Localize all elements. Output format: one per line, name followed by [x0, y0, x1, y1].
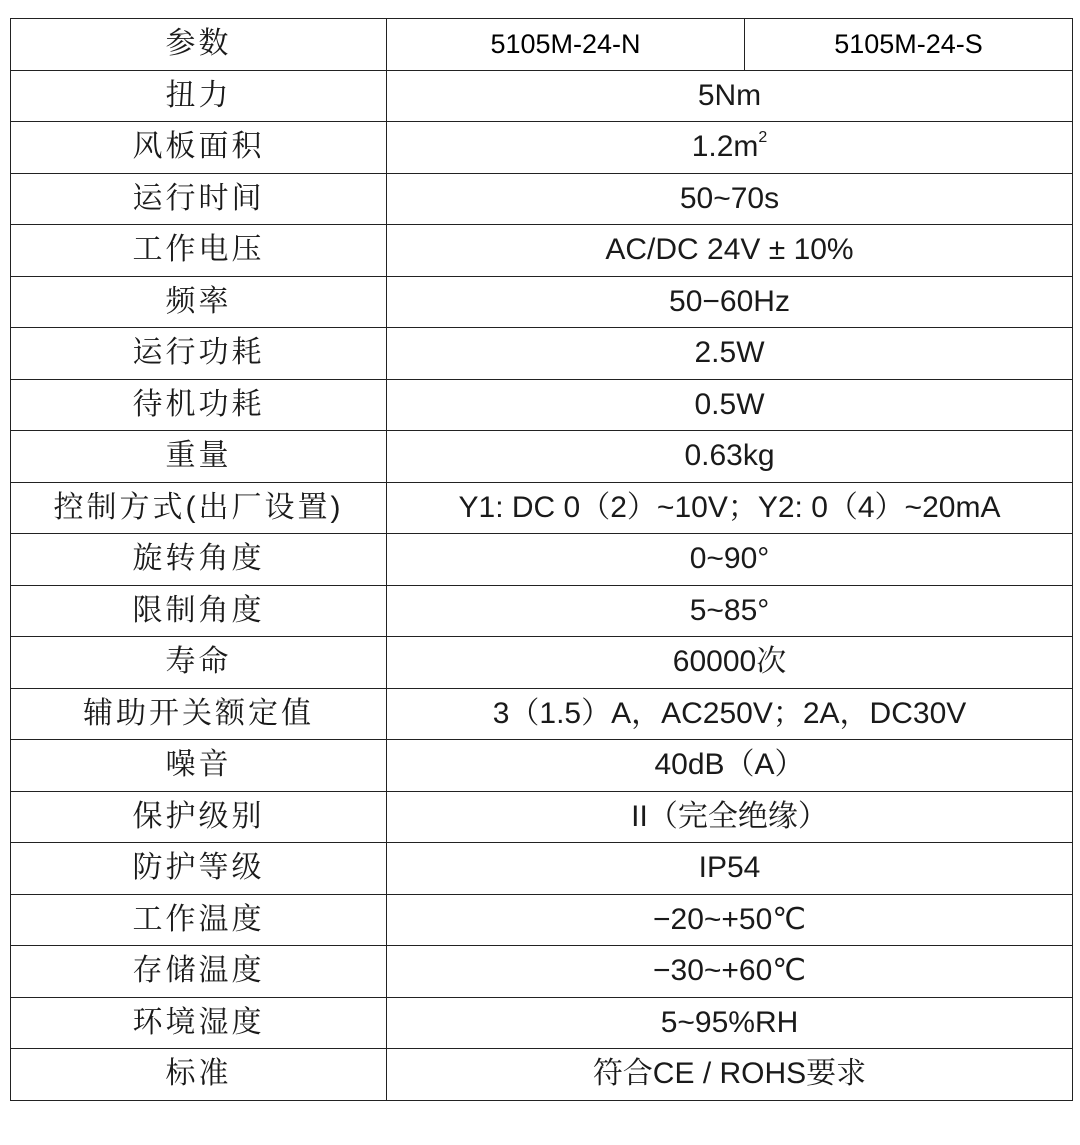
table-row — [11, 791, 1073, 843]
value-cell — [387, 740, 1073, 792]
param-cell: 寿命 — [11, 637, 387, 689]
param-cell: 标准 — [11, 1049, 387, 1101]
value-text: 40dB（A） — [654, 748, 805, 782]
value-cell — [387, 791, 1073, 843]
value-cell — [387, 688, 1073, 740]
param-cell: 运行功耗 — [11, 328, 387, 380]
value-text: 5Nm — [697, 78, 762, 112]
table-row — [11, 534, 1073, 586]
model-n-header-cell: 5105M-24-N — [387, 19, 745, 71]
table-row — [11, 379, 1073, 431]
value-cell — [387, 585, 1073, 637]
value-cell — [387, 431, 1073, 483]
value-cell — [387, 482, 1073, 534]
value-cell — [387, 637, 1073, 689]
value-cell — [387, 894, 1073, 946]
param-cell: 工作电压 — [11, 225, 387, 277]
model-s-header-cell: 5105M-24-S — [745, 19, 1073, 71]
value-text: 2.5W — [694, 336, 765, 370]
table-row — [11, 122, 1073, 174]
value-text: 0~90° — [689, 542, 770, 576]
table-row — [11, 431, 1073, 483]
param-cell: 控制方式(出厂设置) — [11, 482, 387, 534]
value-cell — [387, 276, 1073, 328]
value-text: 5~95%RH — [660, 1005, 799, 1039]
value-cell — [387, 173, 1073, 225]
value-superscript: 2 — [758, 129, 768, 147]
value-text: IP54 — [698, 851, 761, 885]
value-cell — [387, 122, 1073, 174]
param-cell: 保护级别 — [11, 791, 387, 843]
table-row — [11, 688, 1073, 740]
value-text: 50~70s — [679, 181, 780, 215]
table-row — [11, 225, 1073, 277]
value-text: 60000次 — [672, 645, 787, 679]
table-row — [11, 585, 1073, 637]
value-cell — [387, 534, 1073, 586]
value-cell — [387, 225, 1073, 277]
table-row — [11, 637, 1073, 689]
param-cell: 环境湿度 — [11, 997, 387, 1049]
table-row — [11, 173, 1073, 225]
param-cell: 运行时间 — [11, 173, 387, 225]
value-cell — [387, 379, 1073, 431]
param-cell: 频率 — [11, 276, 387, 328]
table-row — [11, 328, 1073, 380]
value-cell — [387, 946, 1073, 998]
value-text: AC/DC 24V ± 10% — [605, 233, 854, 267]
param-cell: 风板面积 — [11, 122, 387, 174]
table-row — [11, 276, 1073, 328]
value-cell — [387, 843, 1073, 895]
table-row — [11, 894, 1073, 946]
param-cell: 辅助开关额定值 — [11, 688, 387, 740]
value-cell — [387, 1049, 1073, 1101]
table-row — [11, 997, 1073, 1049]
param-cell: 噪音 — [11, 740, 387, 792]
value-cell — [387, 997, 1073, 1049]
param-cell: 扭力 — [11, 70, 387, 122]
value-text: 1.2m — [691, 130, 759, 164]
value-text: II（完全绝缘） — [631, 799, 828, 833]
param-cell: 防护等级 — [11, 843, 387, 895]
value-text: 0.5W — [694, 387, 765, 421]
param-cell: 待机功耗 — [11, 379, 387, 431]
table-row — [11, 740, 1073, 792]
table-row — [11, 1049, 1073, 1101]
param-cell: 重量 — [11, 431, 387, 483]
value-text: −20~+50℃ — [653, 902, 806, 936]
table-row — [11, 843, 1073, 895]
param-header-cell: 参数 — [11, 19, 387, 71]
param-cell: 限制角度 — [11, 585, 387, 637]
header-row — [11, 19, 1073, 71]
value-text: Y1: DC 0（2）~10V；Y2: 0（4）~20mA — [458, 490, 1001, 524]
value-text: −30~+60℃ — [653, 954, 806, 988]
param-cell: 存储温度 — [11, 946, 387, 998]
value-text: 符合CE / ROHS要求 — [592, 1057, 867, 1091]
spec-table — [10, 18, 1073, 1101]
value-text: 50−60Hz — [669, 284, 790, 318]
table-row — [11, 482, 1073, 534]
table-row — [11, 946, 1073, 998]
param-cell: 旋转角度 — [11, 534, 387, 586]
value-text: 3（1.5）A，AC250V；2A，DC30V — [492, 696, 967, 730]
value-text: 0.63kg — [684, 439, 775, 473]
value-cell — [387, 70, 1073, 122]
value-cell — [387, 328, 1073, 380]
table-row — [11, 70, 1073, 122]
param-cell: 工作温度 — [11, 894, 387, 946]
value-text: 5~85° — [689, 593, 770, 627]
